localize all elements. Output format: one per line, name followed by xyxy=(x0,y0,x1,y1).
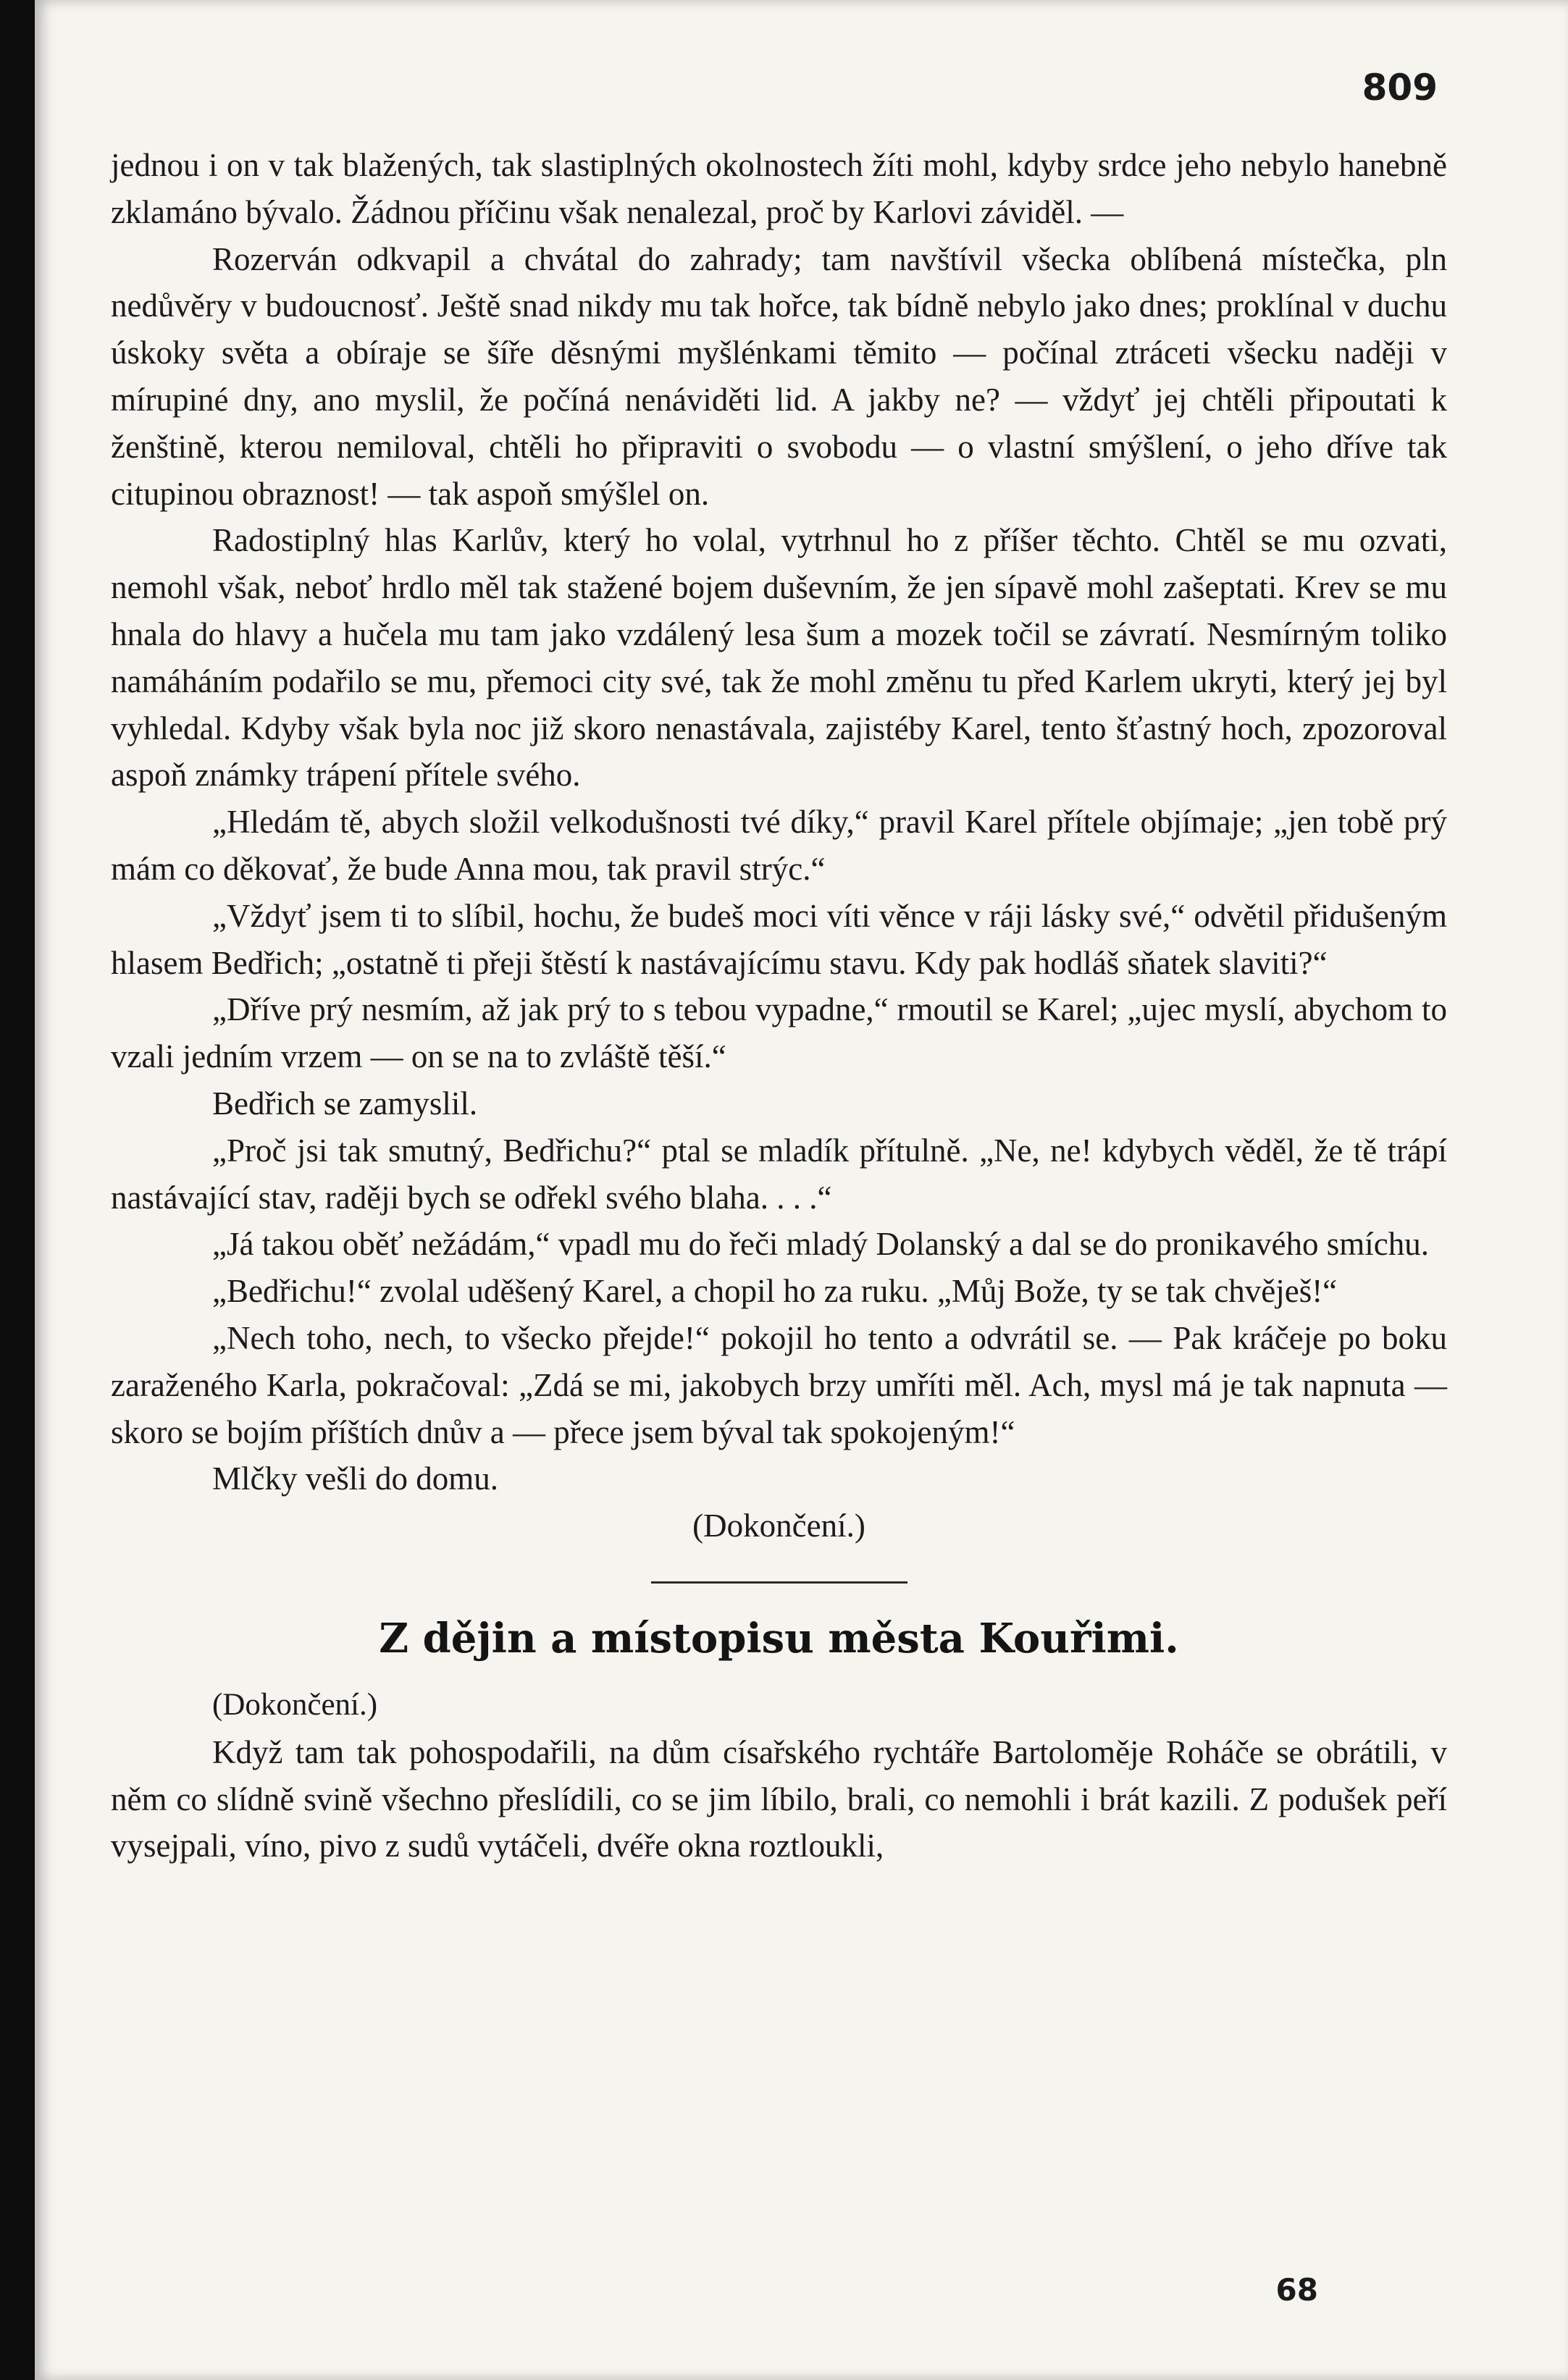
paper-sheet xyxy=(35,0,1568,2380)
continued-note: (Dokončení.) xyxy=(692,1508,865,1544)
page-number: 809 xyxy=(1362,67,1438,109)
paragraph: Bedřich se zamyslil. xyxy=(212,1085,478,1122)
paragraph: „Já takou oběť nežádám,“ vpadl mu do řeči mladý Dolanský a dal se do pronikavého smíchu. xyxy=(212,1226,1429,1263)
article-text xyxy=(111,1729,1447,1870)
article-note: (Dokončení.) xyxy=(212,1687,378,1722)
paragraph: „Hledám tě, abych složil velkodušnosti tvé díky,“ pravil Karel přítele objímaje; „jen tobě prý mám co děkovať, že bude Anna mou, tak pravil strýc.“ xyxy=(111,804,1447,887)
signature-mark: 68 xyxy=(1275,2272,1318,2308)
paragraph: „Proč jsi tak smutný, Bedřichu?“ ptal se mladík přítulně. „Ne, ne! kdybych věděl, že tě trápí nastávající stav, raději bych se odřekl svého blaha. . . .“ xyxy=(111,1132,1447,1216)
paragraph: „Dříve prý nesmím, až jak prý to s tebou vypadne,“ rmoutil se Karel; „ujec myslí, abychom to vzali jedním vrzem — on se na to zvláště těší.“ xyxy=(111,991,1447,1075)
paragraph: jednou i on v tak blažených, tak slastiplných okolnostech žíti mohl, kdyby srdce jeho nebylo hanebně zklamáno bývalo. Žádnou příčinu však nenalezal, proč by Karlovi záviděl. — xyxy=(111,147,1447,230)
section-divider xyxy=(651,1581,907,1584)
paragraph: „Vždyť jsem ti to slíbil, hochu, že budeš moci víti věnce v ráji lásky své,“ odvětil přidušeným hlasem Bedřich; „ostatně ti přeji štěstí k nastávajícímu stavu. Kdy pak hodláš sňatek slaviti?“ xyxy=(111,897,1447,981)
paragraph: Radostiplný hlas Karlův, který ho volal, vytrhnul ho z příšer těchto. Chtěl se mu ozvati, nemohl však, neboť hrdlo měl tak stažené bojem duševním, že jen sípavě mohl zašeptati. Krev se mu hnala do hlavy a hučela mu tam jako vzdálený lesa šum a mozek točil se závratí. Nesmírným toliko namáháním podařilo se mu, přemoci city své, tak že mohl změnu tu před Karlem ukryti, který jej byl vyhledal. Kdyby však byla noc již skoro nenastávala, zajistéby Karel, tento šťastný hoch, zpozoroval aspoň známky trápení přítele svého. xyxy=(111,522,1447,794)
paragraph: „Bedřichu!“ zvolal uděšený Karel, a chopil ho za ruku. „Můj Bože, ty se tak chvěješ!“ xyxy=(212,1273,1338,1310)
paragraph: Rozerván odkvapil a chvátal do zahrady; tam navštívil všecka oblíbená místečka, pln nedůvěry v budoucnosť. Ještě snad nikdy mu tak hořce, tak bídně nebylo jako dnes; proklínal v duchu úskoky světa a obíraje se šíře děsnými myšlénkami těmito — počínal ztráceti všecku naději v mírupiné dny, ano myslil, že počíná nenáviděti lid. A jakby ne? — vždyť jej chtěli připoutati k ženštině, kterou nemiloval, chtěli ho připraviti o svobodu — o vlastní smýšlení, o jeho dříve tak citupinou obraznost! — tak aspoň smýšlel on. xyxy=(111,240,1447,512)
paragraph: Mlčky vešli do domu. xyxy=(212,1460,498,1497)
story-text xyxy=(111,142,1447,1502)
paragraph: Když tam tak pohospodařili, na dům císařského rychtáře Bartoloměje Roháče se obrátili, v něm co slídně svině všechno přeslídili, co se jim líbilo, brali, co nemohli i brát kazili. Z podušek peří vysejpali, víno, pivo z sudů vytáčeli, dvéře okna roztloukli, xyxy=(111,1733,1447,1864)
paragraph: „Nech toho, nech, to všecko přejde!“ pokojil ho tento a odvrátil se. — Pak kráčeje po boku zaraženého Karla, pokračoval: „Zdá se mi, jakobych brzy umříti měl. Ach, mysl má je tak napnuta — skoro se bojím příštích dnův a — přece jsem býval tak spokojeným!“ xyxy=(111,1319,1447,1450)
text-column xyxy=(111,142,1447,1870)
article-title: Z dějin a místopisu města Kouřimi. xyxy=(379,1614,1179,1662)
